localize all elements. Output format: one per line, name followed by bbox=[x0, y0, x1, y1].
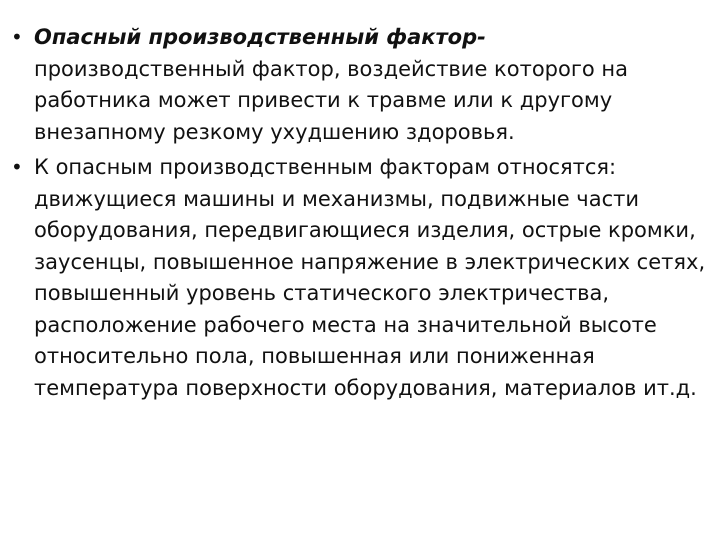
bullet-item-definition bbox=[8, 22, 712, 148]
bullet-item-examples bbox=[8, 152, 712, 404]
definition-term: Опасный производственный фактор- bbox=[34, 25, 486, 49]
definition-text: производственный фактор, воздействие которого на работника может привести к травме или к другому внезапному резкому ухудшению здоровья. bbox=[34, 56, 628, 144]
bullet-marker: • bbox=[11, 25, 23, 49]
bullet-marker: • bbox=[11, 155, 23, 179]
bullet-list bbox=[8, 22, 712, 404]
examples-text: К опасным производственным факторам относятся: движущиеся машины и механизмы, подвижные части оборудования, передвигающиеся изделия, острые кромки, заусенцы, повышенное напряжение в электрических сетях, повышенный уровень статического электричества, расположение рабочего места на значительной высоте относительно пола, повышенная или пониженная температура поверхности оборудования, материалов ит.д. bbox=[34, 155, 706, 400]
